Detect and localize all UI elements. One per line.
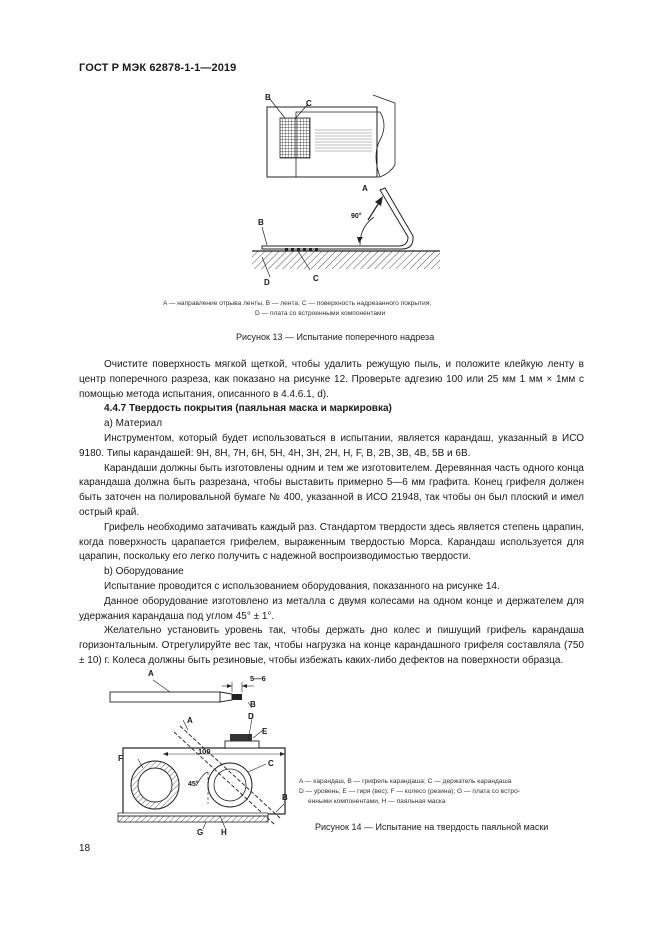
page-number: 18 bbox=[79, 843, 91, 854]
fig14-label-b-top: B bbox=[250, 700, 256, 709]
fig13-legend-line2: D — плата со встроенными компонентами bbox=[255, 310, 386, 317]
fig14-label-g: G bbox=[197, 828, 204, 837]
fig13-label-c-top: C bbox=[306, 99, 312, 108]
paragraph: Испытание проводится с использованием оборудования, показанного на рисунке 14. bbox=[104, 580, 500, 592]
fig14-dim-100: 100 bbox=[198, 747, 211, 756]
paragraph: Данное оборудование изготовлено из металла с двумя колесами на одном конце и держателем для удержания карандаша под углом 45° ± 1°. bbox=[79, 595, 584, 622]
fig13-caption: Рисунок 13 — Испытание поперечного надреза bbox=[236, 332, 435, 342]
document-header: ГОСТ Р МЭК 62878-1-1—2019 bbox=[79, 62, 237, 74]
fig13-label-c-side: C bbox=[313, 274, 319, 283]
fig14-label-h: H bbox=[221, 828, 227, 837]
tape-side-view bbox=[262, 188, 413, 249]
fig13-label-b-top: B bbox=[265, 93, 271, 102]
subsection-label: a) Материал bbox=[104, 418, 163, 430]
paragraph: Желательно установить уровень так, чтобы держать дно колес и пишущий грифель карандаша горизонтальным. Отрегулируйте вес так, чтобы нагрузка на конце карандашного грифеля составляла (750 ± 10) г. Колеса должны быть резиновые, чтобы избежать каких-либо дефектов на поверхности образца. bbox=[79, 625, 584, 666]
section-heading: 4.4.7 Твердость покрытия (паяльная маска и маркировка) bbox=[104, 403, 392, 415]
fig14-label-b-side: B bbox=[282, 793, 288, 802]
fig14-legend-line1: A — карандаш, B — грифель карандаша; C — держатель карандаша bbox=[299, 778, 512, 785]
fig13-legend-line1: A — направление отрыва ленты, B — лента; C — поверхность надрезанного покрытия; bbox=[163, 300, 432, 307]
fig13-label-d: D bbox=[264, 278, 270, 287]
solder-mask-h bbox=[118, 813, 268, 816]
pencil-top-view bbox=[110, 692, 220, 702]
paragraph: Карандаши должны быть изготовлены одним и тем же изготовителем. Деревянная часть одного конца карандаша должна быть разрезана, чтобы выставить примерно 5—6 мм графита. Конец грифеля должен быть заточен на полировальной бумаге № 400, указанной в ИСО 21948, так чтобы он был плоский и имел острый край. bbox=[79, 462, 584, 518]
fig14-legend-line3: енными компонентами, H — паяльная маска bbox=[308, 798, 446, 805]
board-g bbox=[118, 816, 268, 822]
paragraph: Очистите поверхность мягкой щеткой, чтобы удалить режущую пыль, и положите клейкую ленту в центр поперечного разреза, как показано на рисунке 12. Проверьте адгезию 100 или 25 мм 1 мм × 1мм с помощью метода испытания, описанного в 4.4.6.1, d). bbox=[79, 359, 584, 400]
fig14-caption: Рисунок 14 — Испытание на твердость паяльной маски bbox=[315, 822, 549, 832]
fig14-legend-line2: D — уровень; E — гиря (вес); F — колесо (резина); G — плата со встро- bbox=[299, 788, 520, 795]
figure-13-drawing bbox=[240, 85, 450, 295]
paragraph: Грифель необходимо затачивать каждый раз. Стандартом твердости здесь является степень царапин, когда поверхность царапается грифелем, выраженным твердостью Морса. Карандаш используется для царапин, поскольку его легко получить с надежной воспроизводимостью твердости. bbox=[79, 521, 584, 563]
fig14-angle-label: 45° bbox=[188, 781, 199, 788]
body-text bbox=[79, 358, 584, 669]
cross-cut-grid bbox=[280, 118, 310, 158]
subsection-label: b) Оборудование bbox=[104, 566, 184, 578]
fig14-label-a-top: A bbox=[148, 669, 154, 678]
fig13-label-a: A bbox=[362, 184, 368, 193]
fig14-label-e: E bbox=[262, 727, 268, 736]
pencil-lead-top bbox=[232, 694, 242, 700]
fig13-angle-label: 90° bbox=[351, 213, 362, 220]
fig14-label-f: F bbox=[118, 754, 123, 763]
level-d bbox=[225, 741, 259, 748]
fig14-label-a-side: A bbox=[187, 716, 193, 725]
paragraph: Инструментом, который будет использоваться в испытании, является карандаш, указанный в ИСО 9180. Типы карандашей: 9H, 8H, 7H, 6H, 5H, 4H, 3H, 2H, H, F, B, 2B, 3B, 4B, 5B и 6B. bbox=[79, 432, 584, 459]
fig14-label-c: C bbox=[268, 759, 274, 768]
fig13-label-b-side: B bbox=[258, 218, 264, 227]
fig14-dim-small: 5—6 bbox=[250, 674, 266, 683]
board-side-view bbox=[252, 251, 440, 269]
fig14-label-d: D bbox=[248, 712, 254, 721]
